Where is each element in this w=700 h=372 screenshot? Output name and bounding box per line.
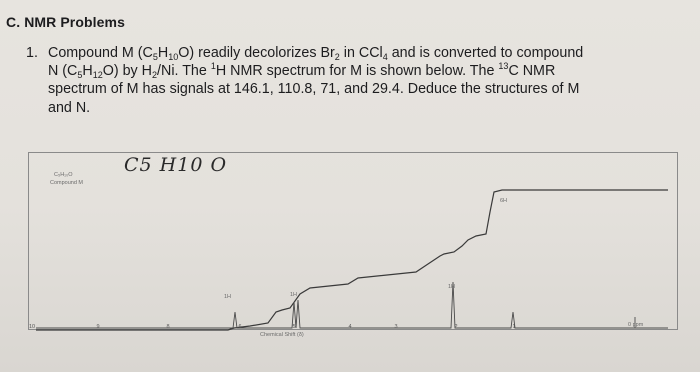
ppm-label: 0 ppm	[628, 322, 644, 328]
problem-line-3: spectrum of M has signals at 146.1, 110.8, 71, and 29.4. Deduce the structures of M	[48, 81, 580, 98]
nmr-spectrum-figure	[28, 152, 688, 342]
integral-label: 1H	[290, 292, 298, 298]
handwritten-formula-note: C5 H10 O	[124, 154, 228, 176]
x-tick: 6	[238, 324, 242, 330]
spectrum-trace	[36, 282, 668, 328]
x-tick: 9	[96, 324, 100, 330]
problem-number: 1.	[26, 45, 38, 61]
section-title: C. NMR Problems	[6, 14, 125, 30]
x-tick: 4	[348, 324, 352, 330]
x-tick: 2	[454, 324, 458, 330]
compound-label: Compound M	[50, 180, 84, 186]
x-tick: 8	[166, 324, 170, 330]
problem-line-4: and N.	[48, 99, 91, 116]
integral-label: 6H	[500, 198, 508, 204]
x-tick: 5	[292, 324, 296, 330]
integral-label: 1H	[224, 294, 232, 300]
x-axis-label: Chemical Shift (δ)	[260, 332, 304, 338]
formula-label: C₅H₁₀O	[54, 172, 73, 178]
spectrum-plot	[28, 152, 688, 342]
problem-line-2: N $(C_5H_{12}O)$ by $H_2/Ni$. The $^1$H NMR spectrum for M is shown below. The $^{13}$C NMR	[48, 61, 556, 81]
x-tick: 3	[394, 324, 398, 330]
problem-line-1: Compound M $(C_5H_{10}O)$ readily decolorizes $Br_2$ in CCl$_4$ and is converted to compound	[48, 45, 584, 62]
integration-curve	[36, 190, 668, 330]
integral-label: 1H	[448, 284, 456, 290]
x-tick: 10	[28, 324, 36, 330]
x-tick: 1	[512, 324, 516, 330]
